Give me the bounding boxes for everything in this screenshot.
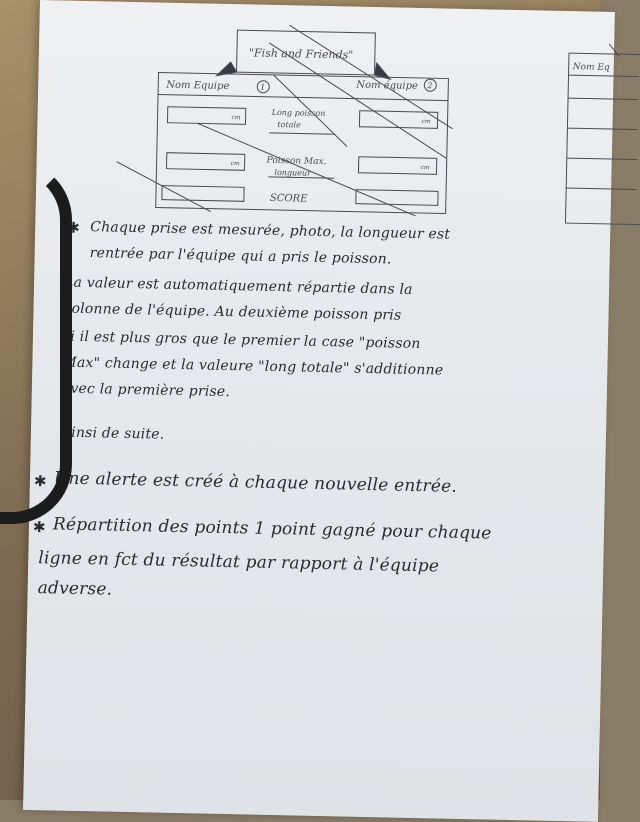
sketch-row1-unit-left: cm [231,114,241,122]
note-p1-line-1: Chaque prise est mesurée, photo, la longueur est [90,219,451,243]
note-bullet-3: ✱ [32,517,46,537]
note-p3: Une alerte est créé à chaque nouvelle entrée. [53,468,458,497]
sketch-row1-label-a: Long poisson [271,107,326,118]
sketch-row2-label-b: longueur [274,167,312,178]
note-p1-line-3: La valeur est automatiquement répartie dans la [63,274,413,298]
sketch-team1-label: Nom Equipe [166,79,230,92]
note-p4-line-3: adverse. [37,578,113,600]
sketch-banner-title: "Fish and Friends" [248,46,354,62]
sketch-right-team-label: Nom Eq [572,62,610,73]
sketch-team2-score-box [356,190,438,206]
black-cable [0,160,72,524]
sketch-score-label: SCORE [269,192,308,205]
wireframe-sketch-right [555,43,639,230]
note-p1-line-4: colonne de l'équipe. Au deuxième poisson pris [63,300,402,324]
note-p1-line-7: avec la première prise. [61,380,231,401]
note-p1-line-2: rentrée par l'équipe qui a pris le poisson. [89,245,392,268]
sketch-row2-unit-right: cm [420,164,430,172]
note-p4-line-1: Répartition des points 1 point gagné pour chaque [52,514,492,544]
sketch-row2-unit-left: cm [230,160,240,168]
note-p2: Ainsi de suite. [60,424,165,443]
note-p1-line-6: Max" change et la valeure "long totale" s'additionne [62,354,444,379]
wireframe-sketch [116,22,465,219]
sketch-row1-label-b: totale [277,120,301,130]
note-p4-line-2: ligne en fct du résultat par rapport à l'équipe [38,548,440,577]
paper-sheet [23,0,615,822]
note-bullet-2: ✱ [33,471,47,491]
sketch-team1-score-box [162,186,244,202]
sketch-row2-label-a: Poisson Max. [266,155,327,168]
note-p1-line-5: si il est plus gros que le premier la case "poisson [62,328,421,353]
sketch-team2-num: 2 [427,81,433,91]
sketch-row1-unit-right: cm [421,118,431,126]
sketch-frame [156,72,449,213]
sketch-team2-label: Nom équipe [356,79,419,92]
sketch-team1-num: 1 [260,82,266,92]
note-bullet-1: ✱ [67,218,81,237]
